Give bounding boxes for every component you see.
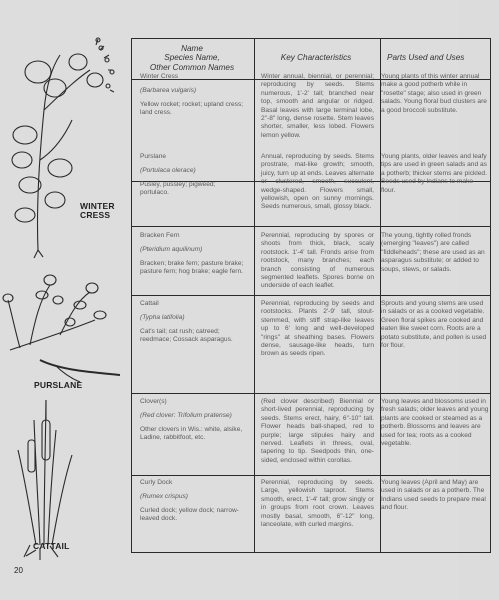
row-divider bbox=[132, 226, 490, 227]
table-row-purslane-key: Annual, reproducing by seeds. Stems prostrate, mat-like growth; smooth, juicy, turn up at ends. Leaves alternate or clustered, smooth, succulent, wedge-shaped. Flowers small, yellowish, open on sunny mornings. Seeds numerous, small, glossy black. bbox=[261, 153, 374, 211]
common-names: Cat's tail; cat rush; catreed; reedmace; Cossack asparagus. bbox=[140, 327, 233, 344]
table-row-purslane-name bbox=[140, 153, 246, 198]
common-names: Yellow rocket; rocket; upland cress; land cress. bbox=[140, 100, 244, 117]
scientific-name: (Barbarea vulgaris) bbox=[140, 87, 197, 95]
plant-illustrations bbox=[0, 0, 131, 600]
purslane-illustration bbox=[3, 275, 120, 382]
header-parts-used: Parts Used and Uses bbox=[387, 53, 465, 63]
table-row-bracken-fern-key: Perennial, reproducing by spores or shoots from thick, black, scaly rootstock. 1'-4' tall. Fronds arise from rootstock, many branches; each branch consisting of numerous segmented leaflets. Spores borne on underside of each leaflet. bbox=[261, 232, 374, 290]
row-divider bbox=[132, 475, 490, 476]
header-key-characteristics: Key Characteristics bbox=[280, 53, 352, 63]
species-name: Bracken Fern bbox=[140, 232, 180, 239]
row-divider bbox=[132, 295, 490, 296]
table-row-winter-cress-key: Winter annual, biennial, or perennial; reproducing by seeds. Stems numerous, 1'-2' tall; branched near top, smooth and angular or ridged. Basal leaves with large terminal lobe, 2"-8" long, dense rosette. Stem leaves shorter, smaller, less lobed. Flowers lemon yellow. bbox=[261, 73, 374, 139]
table-row-clover-parts: Young leaves and blossoms used in fresh salads; older leaves and young plants are cooked or steamed as a potherb. Blossoms and leaves are used for tea; roots as a cooked vegetable. bbox=[381, 398, 489, 448]
table-row-purslane-parts: Young plants, older leaves and leafy tips are used in green salads and as a potherb; thicker stems are pickled. Seeds used by Indians to make flour. bbox=[381, 153, 487, 194]
species-name: Clover(s) bbox=[140, 398, 167, 405]
common-names: Other clovers in Wis.: white, alsike, Ladine, rabbitfoot, etc. bbox=[140, 425, 243, 442]
scientific-name: (Rumex crispus) bbox=[140, 493, 188, 501]
header-name-line-2: Species Name, bbox=[164, 53, 220, 63]
table-row-curly-dock-parts: Young leaves (April and May) are used in salads or as a potherb. The Indians used seeds to prepare meal and flour. bbox=[381, 479, 486, 512]
purslane-label: PURSLANE bbox=[34, 380, 83, 390]
table-row-cattail-parts: Sprouts and young stems are used in salads or as a cooked vegetable. Green floral spikes are cooked and eaten like sweet corn. Roots are a potato substitute, and pollen is used for flour. bbox=[381, 300, 487, 350]
species-name: Purslane bbox=[140, 153, 167, 160]
common-names: Pusley, pussley; pigweed; portulaco. bbox=[140, 180, 216, 197]
header-name-line-3: Other Common Names bbox=[149, 62, 235, 72]
table-row-winter-cress-parts: Young plants of this winter annual make a good potherb while in "rosette" stage; also used in green salads. Young floral bud clusters are a good broccoli substitute. bbox=[381, 73, 487, 114]
cattail-illustration bbox=[18, 400, 72, 560]
table-row-cattail-name bbox=[140, 300, 246, 345]
row-divider bbox=[132, 393, 490, 394]
table-row-cattail-key: Perennial, reproducing by seeds and rootstocks. Plants 2'-9' tall, stout-stemmed, with stiff strap-like leaves up to 6' long and well-developed "rings" at sheathing bases. Flowers dense, sausage-like heads, turn brown as seeds ripen. bbox=[261, 300, 374, 358]
table-row-curly-dock-name bbox=[140, 479, 246, 524]
header-name bbox=[131, 38, 253, 78]
plant-table bbox=[131, 38, 489, 553]
header-name-line-1: Name bbox=[181, 43, 203, 53]
winter-cress-illustration bbox=[12, 38, 114, 258]
winter-cress-label-line-2: CRESS bbox=[80, 210, 111, 220]
species-name: Curly Dock bbox=[140, 479, 173, 486]
scientific-name: (Portulaca olerace) bbox=[140, 167, 196, 175]
scientific-name: (Pteridium aquilinum) bbox=[140, 246, 203, 254]
table-row-curly-dock-key: Perennial, reproducing by seeds. Large, yellowish taproot. Stems smooth, erect, 1'-4' tall; grow singly or in groups from root crown. Leaves mostly basal, smooth, 6"-12" long, lanceolate, with curled margins. bbox=[261, 479, 374, 529]
winter-cress-label bbox=[80, 202, 115, 220]
species-name: Winter Cress bbox=[140, 73, 179, 80]
table-row-bracken-fern-name bbox=[140, 232, 246, 277]
table-row-bracken-fern-parts: The young, tightly rolled fronds (emerging "leaves") are called "fiddleheads"; these are used as an asparagus substitute; or added to soups, stews, or salads. bbox=[381, 232, 485, 273]
winter-cress-label-line-1: WINTER bbox=[80, 201, 115, 211]
scientific-name: (Red clover: Trifolium pratense) bbox=[140, 412, 232, 420]
common-names: Curled dock; yellow dock; narrow-leaved dock. bbox=[140, 506, 239, 523]
table-row-clover-name bbox=[140, 398, 246, 443]
page-number: 20 bbox=[14, 566, 23, 575]
table-row-clover-key: (Red clover described) Biennial or short-lived perennial, reproducing by seeds. Stems erect, hairy, 6"-10" tall. Flower heads ball-shaped, red to purple; large stipules hairy and nerved. Leaflets in threes, oval, tapering to tip. Seedpods thin, one-sided, enclosed within corollas. bbox=[261, 398, 374, 464]
scientific-name: (Typha latifolia) bbox=[140, 314, 185, 322]
cattail-label: CATTAIL bbox=[33, 541, 70, 551]
species-name: Cattail bbox=[140, 300, 159, 307]
table-row-winter-cress-name bbox=[140, 73, 246, 118]
common-names: Bracken; brake fern; pasture brake; pasture fern; hog brake; eagle fern. bbox=[140, 259, 244, 276]
